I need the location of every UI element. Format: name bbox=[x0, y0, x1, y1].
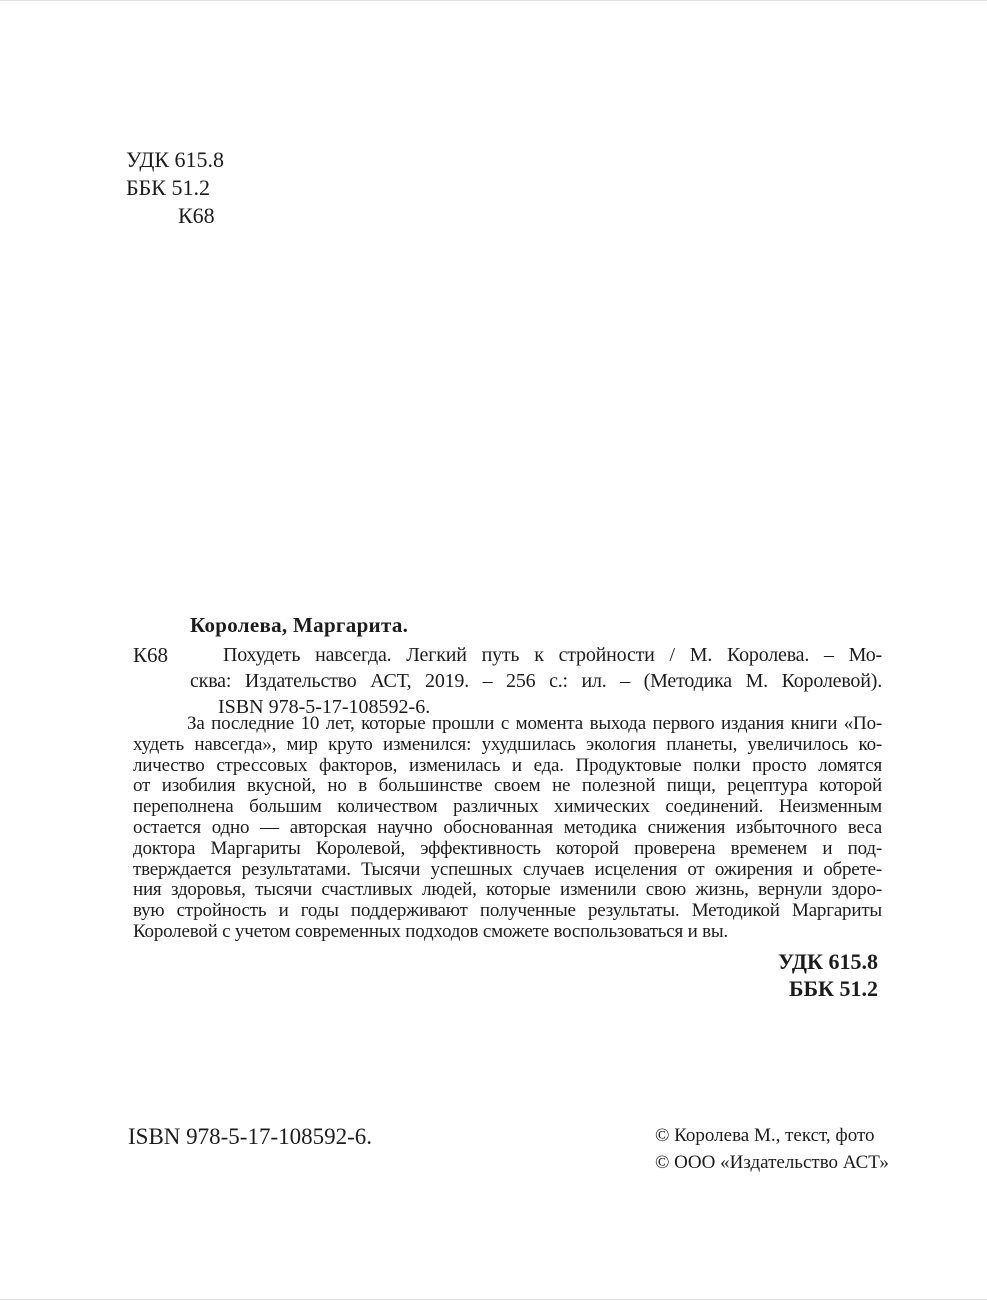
footer-isbn: ISBN 978-5-17-108592-6. bbox=[128, 1124, 373, 1149]
text-line: © ООО «Издательство АСТ» bbox=[655, 1152, 889, 1173]
text-line: от изобилия вкусной, но в большинстве своем не полезной пищи, рецептура которой bbox=[133, 775, 882, 797]
text-line: тверждается результатами. Тысячи успешных случаев исцеления от ожирения и обрете- bbox=[133, 858, 882, 880]
bbk-number: ББК 51.2 bbox=[126, 175, 210, 200]
bbk-number-bold: ББК 51.2 bbox=[788, 975, 878, 1001]
text-line: переполнена большим количеством различных химических соединений. Неизменным bbox=[133, 796, 882, 818]
text-line: личество стрессовых факторов, изменилась и еда. Продуктовые полки просто ломятся bbox=[133, 754, 882, 776]
text-line: Похудеть навсегда. Легкий путь к стройности / М. Королева. – Мо- bbox=[223, 644, 882, 666]
author-heading: Королева, Маргарита. bbox=[190, 613, 409, 637]
isbn-line: ISBN 978-5-17-108592-6. bbox=[218, 696, 431, 718]
author-sign: К68 bbox=[178, 203, 215, 228]
text-line: Королевой с учетом современных подходов сможете воспользоваться и вы. bbox=[133, 920, 728, 942]
classification-block bbox=[126, 146, 224, 230]
annotation-paragraph bbox=[133, 714, 882, 943]
author-sign-hang: К68 bbox=[133, 643, 169, 667]
description-row bbox=[133, 642, 882, 1002]
text-line: © Королева М., текст, фото bbox=[655, 1125, 875, 1146]
text-line: ния здоровья, тысячи счастливых людей, которые изменили свою жизнь, вернули здоро- bbox=[133, 879, 882, 901]
bibliographic-description bbox=[190, 642, 882, 694]
classification-right-block bbox=[133, 948, 878, 1002]
udk-number: УДК 615.8 bbox=[126, 147, 225, 172]
copyright-block bbox=[655, 1122, 889, 1176]
text-line: сква: Издательство АСТ, 2019. – 256 с.: ил. – (Методика М. Королевой). bbox=[190, 670, 882, 692]
text-line: остается одно — авторская научно обоснованная методика снижения избыточного веса bbox=[133, 816, 882, 838]
text-line: вую стройность и годы поддерживают полученные результаты. Методикой Маргариты bbox=[133, 900, 882, 922]
text-line: доктора Маргариты Королевой, эффективность которой проверена временем и под- bbox=[133, 837, 882, 859]
text-line: За последние 10 лет, которые прошли с момента выхода первого издания книги «По- bbox=[187, 713, 882, 734]
catalog-card bbox=[133, 609, 882, 1002]
udk-number-bold: УДК 615.8 bbox=[777, 948, 878, 974]
text-line: худеть навсегда», мир круто изменился: ухудшилась экология планеты, увеличилось ко- bbox=[133, 733, 882, 755]
